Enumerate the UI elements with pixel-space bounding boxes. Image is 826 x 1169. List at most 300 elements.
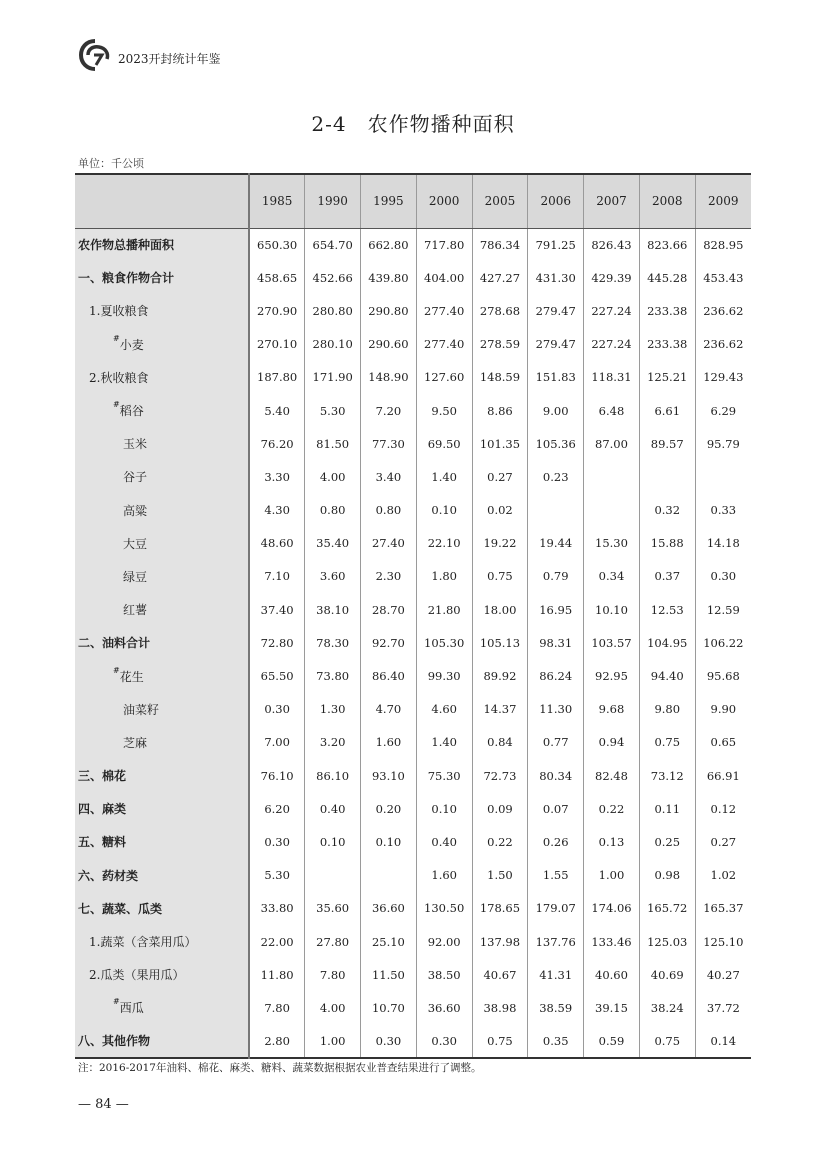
value-cell: 236.62 <box>695 294 751 327</box>
value-cell: 0.22 <box>584 792 640 825</box>
value-cell: 0.98 <box>639 859 695 892</box>
value-cell: 127.60 <box>416 361 472 394</box>
value-cell: 14.18 <box>695 527 751 560</box>
value-cell: 38.10 <box>305 593 361 626</box>
row-label: 1.蔬菜（含菜用瓜） <box>89 935 197 950</box>
value-cell: 106.22 <box>695 626 751 659</box>
value-cell: 101.35 <box>472 427 528 460</box>
value-cell <box>639 460 695 493</box>
value-cell: 0.35 <box>528 1025 584 1058</box>
table-row <box>75 825 751 858</box>
row-label-cell <box>75 759 249 792</box>
table-row <box>75 261 751 294</box>
row-label-cell <box>75 394 249 427</box>
value-cell: 1.50 <box>472 859 528 892</box>
value-cell: 9.00 <box>528 394 584 427</box>
value-cell: 35.60 <box>305 892 361 925</box>
row-label: 红薯 <box>123 603 148 618</box>
value-cell: 3.40 <box>361 460 417 493</box>
value-cell: 0.30 <box>361 1025 417 1058</box>
row-label-cell <box>75 494 249 527</box>
table-row <box>75 328 751 361</box>
row-label-cell <box>75 527 249 560</box>
row-label: 八、其他作物 <box>78 1034 151 1049</box>
row-label: 油菜籽 <box>123 702 160 717</box>
value-cell: 2.30 <box>361 560 417 593</box>
value-cell: 227.24 <box>584 328 640 361</box>
crop-area-table <box>75 173 751 1059</box>
value-cell: 98.31 <box>528 626 584 659</box>
value-cell: 453.43 <box>695 261 751 294</box>
value-cell: 1.40 <box>416 460 472 493</box>
row-label: 五、糖料 <box>78 835 127 850</box>
row-label-cell <box>75 693 249 726</box>
value-cell: 0.26 <box>528 825 584 858</box>
year-header-cell: 2000 <box>416 174 472 228</box>
subitem-mark: # <box>113 333 120 343</box>
value-cell: 12.53 <box>639 593 695 626</box>
value-cell: 0.12 <box>695 792 751 825</box>
row-label: 绿豆 <box>123 569 148 584</box>
row-label-cell <box>75 859 249 892</box>
value-cell: 38.50 <box>416 958 472 991</box>
value-cell: 0.20 <box>361 792 417 825</box>
footnote: 注：2016-2017年油料、棉花、麻类、糖料、蔬菜数据根据农业普查结果进行了调整。 <box>78 1062 482 1074</box>
value-cell: 10.70 <box>361 991 417 1024</box>
value-cell: 7.10 <box>249 560 305 593</box>
value-cell: 0.14 <box>695 1025 751 1058</box>
value-cell: 0.27 <box>695 825 751 858</box>
table-row <box>75 1025 751 1058</box>
value-cell: 77.30 <box>361 427 417 460</box>
value-cell <box>584 494 640 527</box>
value-cell: 171.90 <box>305 361 361 394</box>
table-row <box>75 892 751 925</box>
value-cell: 0.37 <box>639 560 695 593</box>
row-label-cell <box>75 460 249 493</box>
value-cell: 35.40 <box>305 527 361 560</box>
value-cell: 0.75 <box>639 1025 695 1058</box>
yearbook-logo-icon <box>78 38 112 72</box>
value-cell: 290.60 <box>361 328 417 361</box>
value-cell: 0.80 <box>305 494 361 527</box>
value-cell: 0.75 <box>472 1025 528 1058</box>
value-cell: 270.90 <box>249 294 305 327</box>
value-cell: 151.83 <box>528 361 584 394</box>
value-cell <box>305 859 361 892</box>
value-cell: 279.47 <box>528 328 584 361</box>
row-label-cell <box>75 991 249 1024</box>
value-cell: 0.22 <box>472 825 528 858</box>
value-cell: 75.30 <box>416 759 472 792</box>
value-cell: 826.43 <box>584 228 640 261</box>
value-cell: 0.13 <box>584 825 640 858</box>
value-cell: 1.80 <box>416 560 472 593</box>
value-cell: 662.80 <box>361 228 417 261</box>
row-label: 高粱 <box>123 503 148 518</box>
value-cell: 19.22 <box>472 527 528 560</box>
value-cell: 28.70 <box>361 593 417 626</box>
value-cell: 92.95 <box>584 659 640 692</box>
table-row <box>75 958 751 991</box>
value-cell: 0.30 <box>695 560 751 593</box>
value-cell: 445.28 <box>639 261 695 294</box>
value-cell: 404.00 <box>416 261 472 294</box>
value-cell: 1.40 <box>416 726 472 759</box>
value-cell: 105.30 <box>416 626 472 659</box>
value-cell: 86.10 <box>305 759 361 792</box>
value-cell: 823.66 <box>639 228 695 261</box>
value-cell: 15.30 <box>584 527 640 560</box>
value-cell: 89.57 <box>639 427 695 460</box>
value-cell: 236.62 <box>695 328 751 361</box>
value-cell: 280.10 <box>305 328 361 361</box>
row-label: 七、蔬菜、瓜类 <box>78 901 163 916</box>
value-cell: 95.79 <box>695 427 751 460</box>
row-label: 农作物总播种面积 <box>78 238 175 253</box>
row-label: 一、粮食作物合计 <box>78 271 175 286</box>
value-cell: 11.50 <box>361 958 417 991</box>
year-header-cell: 2007 <box>584 174 640 228</box>
value-cell: 40.69 <box>639 958 695 991</box>
page-title: 2-4 农作物播种面积 <box>311 112 515 136</box>
value-cell: 0.07 <box>528 792 584 825</box>
value-cell: 4.00 <box>305 991 361 1024</box>
value-cell: 19.44 <box>528 527 584 560</box>
table-row <box>75 294 751 327</box>
value-cell <box>528 494 584 527</box>
value-cell: 165.72 <box>639 892 695 925</box>
value-cell: 38.24 <box>639 991 695 1024</box>
value-cell: 8.86 <box>472 394 528 427</box>
value-cell: 87.00 <box>584 427 640 460</box>
value-cell: 0.11 <box>639 792 695 825</box>
value-cell: 40.60 <box>584 958 640 991</box>
value-cell: 137.98 <box>472 925 528 958</box>
value-cell <box>361 859 417 892</box>
value-cell: 786.34 <box>472 228 528 261</box>
value-cell: 1.60 <box>416 859 472 892</box>
value-cell <box>584 460 640 493</box>
table-body <box>75 228 751 1058</box>
value-cell: 48.60 <box>249 527 305 560</box>
table-row <box>75 361 751 394</box>
value-cell: 66.91 <box>695 759 751 792</box>
table-row <box>75 859 751 892</box>
value-cell: 0.77 <box>528 726 584 759</box>
value-cell: 105.13 <box>472 626 528 659</box>
row-label: 大豆 <box>123 536 148 551</box>
header-corner-cell <box>75 174 249 228</box>
value-cell: 791.25 <box>528 228 584 261</box>
value-cell: 4.60 <box>416 693 472 726</box>
value-cell: 233.38 <box>639 328 695 361</box>
subitem-mark: # <box>113 665 120 675</box>
value-cell: 125.10 <box>695 925 751 958</box>
value-cell: 165.37 <box>695 892 751 925</box>
value-cell: 12.59 <box>695 593 751 626</box>
value-cell: 9.80 <box>639 693 695 726</box>
value-cell: 279.47 <box>528 294 584 327</box>
value-cell: 6.29 <box>695 394 751 427</box>
table-row <box>75 527 751 560</box>
value-cell: 439.80 <box>361 261 417 294</box>
value-cell: 80.34 <box>528 759 584 792</box>
value-cell: 1.30 <box>305 693 361 726</box>
value-cell: 22.00 <box>249 925 305 958</box>
value-cell: 270.10 <box>249 328 305 361</box>
row-label: 小麦 <box>119 337 144 352</box>
value-cell: 277.40 <box>416 328 472 361</box>
value-cell: 0.40 <box>305 792 361 825</box>
value-cell: 427.27 <box>472 261 528 294</box>
year-header-cell: 1990 <box>305 174 361 228</box>
value-cell: 92.70 <box>361 626 417 659</box>
table-row <box>75 560 751 593</box>
value-cell: 7.80 <box>249 991 305 1024</box>
value-cell: 1.02 <box>695 859 751 892</box>
value-cell: 16.95 <box>528 593 584 626</box>
value-cell: 0.27 <box>472 460 528 493</box>
value-cell <box>695 460 751 493</box>
row-label-cell <box>75 593 249 626</box>
row-label-cell <box>75 825 249 858</box>
value-cell: 179.07 <box>528 892 584 925</box>
value-cell: 187.80 <box>249 361 305 394</box>
value-cell: 0.30 <box>416 1025 472 1058</box>
row-label: 2.秋收粮食 <box>89 370 149 385</box>
row-label-cell <box>75 626 249 659</box>
value-cell: 0.10 <box>416 494 472 527</box>
row-label-cell <box>75 726 249 759</box>
value-cell: 82.48 <box>584 759 640 792</box>
row-label: 六、药材类 <box>78 868 139 883</box>
value-cell: 130.50 <box>416 892 472 925</box>
table-row <box>75 427 751 460</box>
value-cell: 0.09 <box>472 792 528 825</box>
value-cell: 15.88 <box>639 527 695 560</box>
value-cell: 40.27 <box>695 958 751 991</box>
value-cell: 650.30 <box>249 228 305 261</box>
value-cell: 0.65 <box>695 726 751 759</box>
value-cell: 125.21 <box>639 361 695 394</box>
value-cell: 73.12 <box>639 759 695 792</box>
row-label: 芝麻 <box>123 735 148 750</box>
value-cell: 129.43 <box>695 361 751 394</box>
table-row <box>75 991 751 1024</box>
value-cell: 137.76 <box>528 925 584 958</box>
value-cell: 86.24 <box>528 659 584 692</box>
value-cell: 27.80 <box>305 925 361 958</box>
year-header-cell: 2005 <box>472 174 528 228</box>
row-label-cell <box>75 228 249 261</box>
value-cell: 73.80 <box>305 659 361 692</box>
value-cell: 105.36 <box>528 427 584 460</box>
value-cell: 125.03 <box>639 925 695 958</box>
value-cell: 0.75 <box>639 726 695 759</box>
value-cell: 1.00 <box>305 1025 361 1058</box>
value-cell: 4.70 <box>361 693 417 726</box>
value-cell: 7.20 <box>361 394 417 427</box>
value-cell: 0.80 <box>361 494 417 527</box>
value-cell: 41.31 <box>528 958 584 991</box>
row-label-cell <box>75 361 249 394</box>
row-label: 玉米 <box>123 437 148 452</box>
value-cell: 3.20 <box>305 726 361 759</box>
value-cell: 9.90 <box>695 693 751 726</box>
value-cell: 0.30 <box>249 693 305 726</box>
value-cell: 104.95 <box>639 626 695 659</box>
value-cell: 78.30 <box>305 626 361 659</box>
value-cell: 7.00 <box>249 726 305 759</box>
year-header-cell: 2006 <box>528 174 584 228</box>
value-cell: 99.30 <box>416 659 472 692</box>
value-cell: 133.46 <box>584 925 640 958</box>
value-cell: 25.10 <box>361 925 417 958</box>
value-cell: 10.10 <box>584 593 640 626</box>
year-header-cell: 1985 <box>249 174 305 228</box>
value-cell: 5.40 <box>249 394 305 427</box>
value-cell: 37.40 <box>249 593 305 626</box>
value-cell: 717.80 <box>416 228 472 261</box>
table-row <box>75 659 751 692</box>
value-cell: 22.10 <box>416 527 472 560</box>
table-row <box>75 925 751 958</box>
value-cell: 1.55 <box>528 859 584 892</box>
value-cell: 5.30 <box>249 859 305 892</box>
table-row <box>75 394 751 427</box>
value-cell: 3.30 <box>249 460 305 493</box>
row-label: 二、油料合计 <box>78 636 151 651</box>
value-cell: 14.37 <box>472 693 528 726</box>
value-cell: 11.80 <box>249 958 305 991</box>
unit-label: 单位：千公顷 <box>78 157 144 170</box>
value-cell: 7.80 <box>305 958 361 991</box>
value-cell: 27.40 <box>361 527 417 560</box>
value-cell: 103.57 <box>584 626 640 659</box>
row-label: 稻谷 <box>119 404 144 419</box>
year-header-cell: 2008 <box>639 174 695 228</box>
value-cell: 69.50 <box>416 427 472 460</box>
value-cell: 277.40 <box>416 294 472 327</box>
value-cell: 0.59 <box>584 1025 640 1058</box>
value-cell: 38.98 <box>472 991 528 1024</box>
row-label-cell <box>75 261 249 294</box>
table-header-row <box>75 174 751 228</box>
value-cell: 39.15 <box>584 991 640 1024</box>
row-label-cell <box>75 892 249 925</box>
value-cell: 0.79 <box>528 560 584 593</box>
row-label-cell <box>75 294 249 327</box>
value-cell: 72.80 <box>249 626 305 659</box>
row-label: 四、麻类 <box>78 802 127 817</box>
value-cell: 452.66 <box>305 261 361 294</box>
value-cell: 86.40 <box>361 659 417 692</box>
value-cell: 94.40 <box>639 659 695 692</box>
yearbook-title: 2023开封统计年鉴 <box>118 52 221 66</box>
value-cell: 290.80 <box>361 294 417 327</box>
table-row <box>75 726 751 759</box>
value-cell: 0.75 <box>472 560 528 593</box>
value-cell: 1.00 <box>584 859 640 892</box>
value-cell: 21.80 <box>416 593 472 626</box>
value-cell: 828.95 <box>695 228 751 261</box>
row-label: 谷子 <box>123 470 148 485</box>
year-header-cell: 1995 <box>361 174 417 228</box>
subitem-mark: # <box>113 997 120 1007</box>
value-cell: 0.34 <box>584 560 640 593</box>
value-cell: 0.40 <box>416 825 472 858</box>
row-label-cell <box>75 792 249 825</box>
value-cell: 6.20 <box>249 792 305 825</box>
value-cell: 0.25 <box>639 825 695 858</box>
value-cell: 280.80 <box>305 294 361 327</box>
value-cell: 65.50 <box>249 659 305 692</box>
value-cell: 40.67 <box>472 958 528 991</box>
value-cell: 92.00 <box>416 925 472 958</box>
value-cell: 33.80 <box>249 892 305 925</box>
value-cell: 9.68 <box>584 693 640 726</box>
value-cell: 5.30 <box>305 394 361 427</box>
table-row <box>75 759 751 792</box>
value-cell: 0.10 <box>416 792 472 825</box>
row-label: 2.瓜类（果用瓜） <box>89 968 185 983</box>
row-label: 花生 <box>119 669 144 684</box>
value-cell: 95.68 <box>695 659 751 692</box>
value-cell: 0.33 <box>695 494 751 527</box>
value-cell: 278.59 <box>472 328 528 361</box>
value-cell: 0.10 <box>361 825 417 858</box>
row-label-cell <box>75 427 249 460</box>
value-cell: 178.65 <box>472 892 528 925</box>
value-cell: 37.72 <box>695 991 751 1024</box>
value-cell: 76.20 <box>249 427 305 460</box>
value-cell: 3.60 <box>305 560 361 593</box>
value-cell: 6.61 <box>639 394 695 427</box>
table-row <box>75 228 751 261</box>
value-cell: 0.30 <box>249 825 305 858</box>
row-label: 1.夏收粮食 <box>89 304 149 319</box>
table-row <box>75 792 751 825</box>
row-label-cell <box>75 328 249 361</box>
row-label: 三、棉花 <box>78 769 127 784</box>
value-cell: 278.68 <box>472 294 528 327</box>
value-cell: 6.48 <box>584 394 640 427</box>
value-cell: 0.02 <box>472 494 528 527</box>
value-cell: 93.10 <box>361 759 417 792</box>
value-cell: 81.50 <box>305 427 361 460</box>
row-label-cell <box>75 925 249 958</box>
value-cell: 0.94 <box>584 726 640 759</box>
page-number: — 84 — <box>78 1097 129 1112</box>
value-cell: 227.24 <box>584 294 640 327</box>
subitem-mark: # <box>113 400 120 410</box>
row-label-cell <box>75 659 249 692</box>
value-cell: 654.70 <box>305 228 361 261</box>
value-cell: 174.06 <box>584 892 640 925</box>
value-cell: 9.50 <box>416 394 472 427</box>
table-row <box>75 693 751 726</box>
table-row <box>75 460 751 493</box>
value-cell: 2.80 <box>249 1025 305 1058</box>
value-cell: 4.30 <box>249 494 305 527</box>
value-cell: 118.31 <box>584 361 640 394</box>
value-cell: 429.39 <box>584 261 640 294</box>
value-cell: 18.00 <box>472 593 528 626</box>
value-cell: 0.84 <box>472 726 528 759</box>
value-cell: 431.30 <box>528 261 584 294</box>
value-cell: 0.23 <box>528 460 584 493</box>
